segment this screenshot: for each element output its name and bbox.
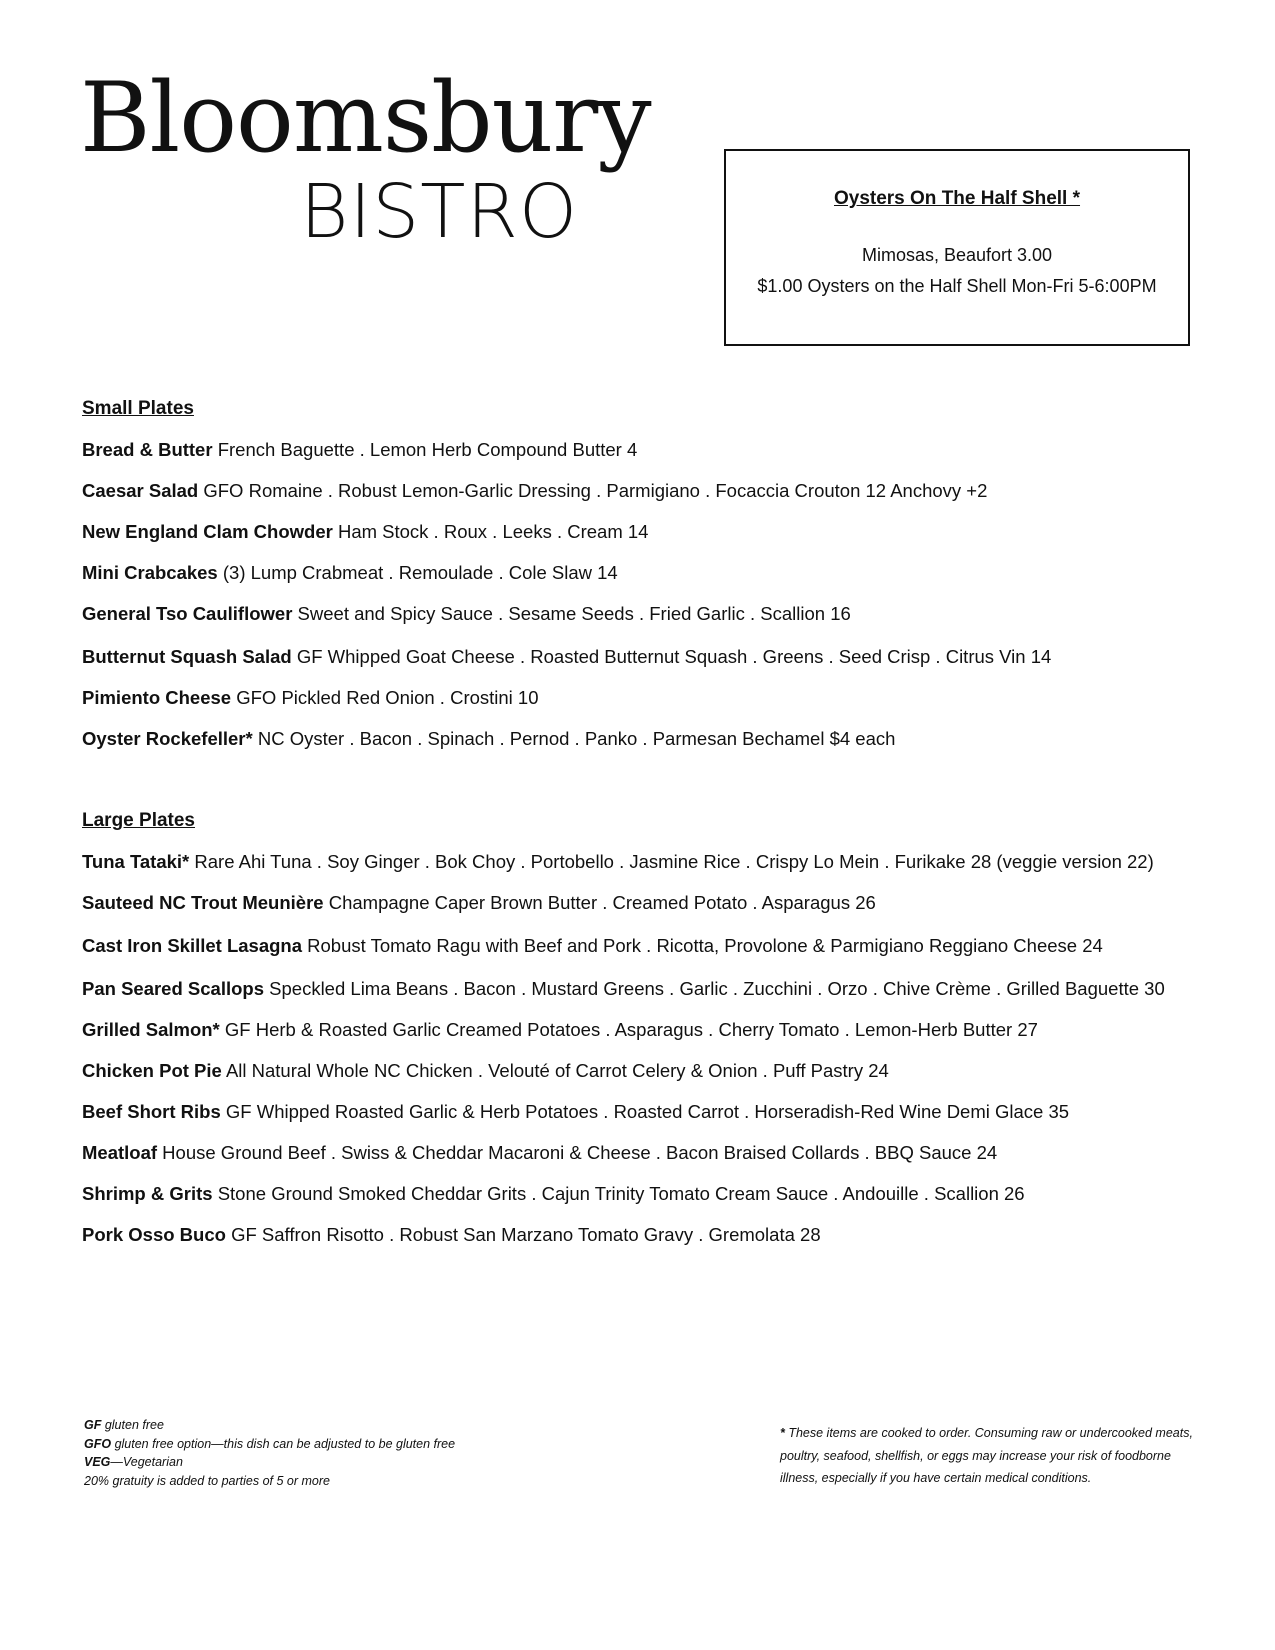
menu-item [82,561,618,585]
menu-item [82,438,637,462]
item-name: Pan Seared Scallops [82,978,265,999]
menu-item [82,1223,821,1247]
item-name: Grilled Salmon* [82,1019,220,1040]
legend-gf [84,1416,455,1435]
item-name: Mini Crabcakes [82,562,218,583]
item-description: Robust Tomato Ragu with Beef and Pork . Ricotta, Provolone & Parmigiano Reggiano Cheese 24 [302,935,1103,956]
legend-code: GF [84,1418,102,1432]
item-name: New England Clam Chowder [82,521,333,542]
menu-item [82,850,1154,874]
item-name: Shrimp & Grits [82,1183,213,1204]
legend-code: VEG [84,1455,111,1469]
menu-item [82,934,1103,958]
menu-item [82,520,648,544]
item-name: General Tso Cauliflower [82,603,293,624]
item-name: Oyster Rockefeller* [82,728,253,749]
item-description: NC Oyster . Bacon . Spinach . Pernod . Panko . Parmesan Bechamel $4 each [252,728,896,749]
item-description: GF Saffron Risotto . Robust San Marzano Tomato Gravy . Gremolata 28 [225,1224,821,1245]
item-description: French Baguette . Lemon Herb Compound Butter 4 [212,439,638,460]
item-description: Sweet and Spicy Sauce . Sesame Seeds . Fried Garlic . Scallion 16 [292,603,851,624]
item-name: Beef Short Ribs [82,1101,221,1122]
item-name: Bread & Butter [82,439,213,460]
item-description: Stone Ground Smoked Cheddar Grits . Cajun Trinity Tomato Cream Sauce . Andouille . Scallion 26 [212,1183,1025,1204]
item-description: GF Whipped Goat Cheese . Roasted Butternut Squash . Greens . Seed Crisp . Citrus Vin 14 [291,646,1052,667]
legend-text: gluten free [101,1418,164,1432]
legend-text: —Vegetarian [110,1455,183,1469]
special-line: Mimosas, Beaufort 3.00 [861,245,1053,265]
menu-item [82,1059,889,1083]
menu-item [82,891,876,915]
item-description: House Ground Beef . Swiss & Cheddar Macaroni & Cheese . Bacon Braised Collards . BBQ Sauce 24 [157,1142,998,1163]
item-name: Caesar Salad [82,480,199,501]
large-plates-heading: Large Plates [82,810,195,831]
menu-item [82,1018,1038,1042]
food-safety-disclaimer [780,1422,1200,1490]
item-description: Champagne Caper Brown Butter . Creamed Potato . Asparagus 26 [323,892,876,913]
item-description: GF Whipped Roasted Garlic & Herb Potatoes . Roasted Carrot . Horseradish-Red Wine Demi Glace 35 [220,1101,1070,1122]
special-line: $1.00 Oysters on the Half Shell Mon-Fri 5-6:00PM [757,276,1157,296]
dietary-legend [84,1416,455,1490]
disclaimer-text: These items are cooked to order. Consuming raw or undercooked meats, poultry, seafood, shellfish, or eggs may increase your risk of foodborne illness, especially if you have certain medical conditions. [780,1426,1193,1485]
item-description: GFO Pickled Red Onion . Crostini 10 [231,687,539,708]
item-name: Butternut Squash Salad [82,646,292,667]
item-description: GF Herb & Roasted Garlic Creamed Potatoes . Asparagus . Cherry Tomato . Lemon-Herb Butter 27 [219,1019,1038,1040]
disclaimer-star: * [780,1426,785,1440]
small-plates-heading: Small Plates [82,398,194,419]
item-name: Sauteed NC Trout Meunière [82,892,324,913]
menu-item [82,1182,1025,1206]
special-title: Oysters On The Half Shell * [833,188,1081,209]
menu-item [82,727,895,751]
legend-gfo [84,1435,455,1454]
menu-item [82,645,1051,669]
menu-item [82,602,851,626]
item-description: Rare Ahi Tuna . Soy Ginger . Bok Choy . Portobello . Jasmine Rice . Crispy Lo Mein . Furikake 28 (veggie version 22) [189,851,1154,872]
menu-item [82,1100,1069,1124]
item-name: Meatloaf [82,1142,158,1163]
gratuity-note: 20% gratuity is added to parties of 5 or more [84,1473,330,1488]
legend-text: gluten free option—this dish can be adjusted to be gluten free [111,1436,456,1451]
legend-code: GFO [84,1436,112,1451]
item-description: GFO Romaine . Robust Lemon-Garlic Dressing . Parmigiano . Focaccia Crouton 12 Anchovy +2 [198,480,988,501]
logo-script: Bloomsbury [80,62,651,174]
item-description: Speckled Lima Beans . Bacon . Mustard Greens . Garlic . Zucchini . Orzo . Chive Crème . Grilled Baguette 30 [264,978,1165,999]
item-name: Cast Iron Skillet Lasagna [82,935,303,956]
item-name: Chicken Pot Pie [82,1060,222,1081]
menu-item [82,686,539,710]
item-name: Tuna Tataki* [82,851,190,872]
oyster-special-box [724,149,1190,346]
item-name: Pork Osso Buco [82,1224,226,1245]
item-name: Pimiento Cheese [82,687,232,708]
legend-veg [84,1453,455,1472]
logo-sub: BISTRO [300,169,579,255]
item-description: All Natural Whole NC Chicken . Velouté of Carrot Celery & Onion . Puff Pastry 24 [221,1060,889,1081]
item-description: (3) Lump Crabmeat . Remoulade . Cole Slaw 14 [217,562,618,583]
menu-item [82,977,1165,1001]
item-description: Ham Stock . Roux . Leeks . Cream 14 [332,521,649,542]
menu-item [82,1141,997,1165]
menu-item [82,479,987,503]
